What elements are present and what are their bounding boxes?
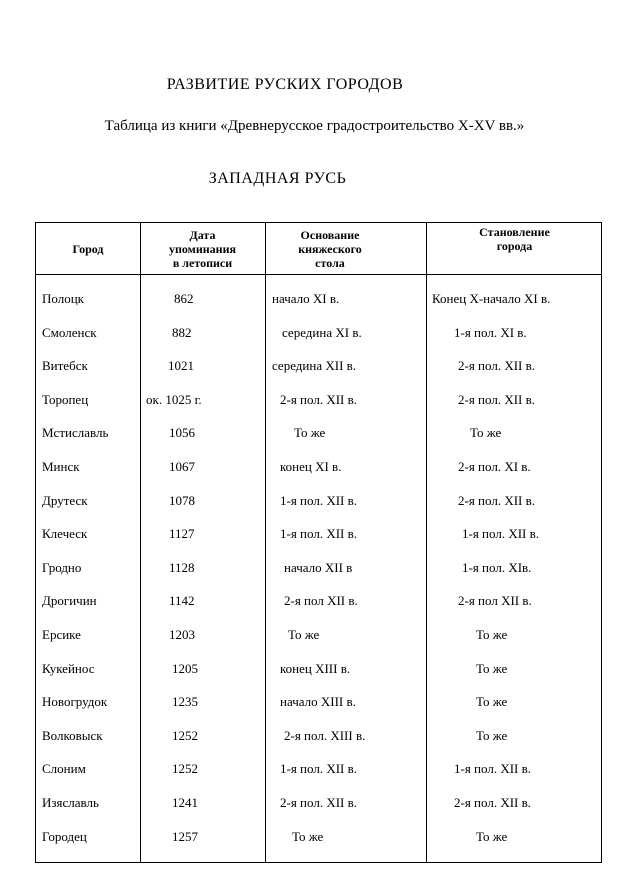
table-row	[36, 356, 601, 376]
table-row	[36, 491, 601, 511]
header-founding-line: стола	[315, 255, 345, 270]
cell-date: 1067	[169, 459, 195, 474]
cell-formation: То же	[476, 694, 508, 710]
cell-date: 862	[174, 291, 194, 306]
header-city-label: Город	[72, 241, 104, 256]
cities-table	[35, 222, 602, 863]
header-city	[36, 223, 140, 274]
table-row	[36, 423, 601, 443]
cell-formation: 2-я пол. XII в.	[458, 358, 536, 374]
cell-founding: То же	[294, 425, 326, 441]
cell-formation: То же	[476, 828, 508, 844]
cell-founding: начало XI в.	[272, 291, 340, 306]
cell-founding: середина XII в.	[272, 358, 357, 374]
header-date	[140, 223, 265, 274]
cell-founding: 2-я пол XII в.	[284, 593, 358, 609]
cell-date: 1128	[169, 559, 195, 575]
table-row	[36, 289, 601, 309]
cell-city: Городец	[42, 828, 87, 844]
cell-founding: начало XII в	[284, 559, 353, 575]
cell-city: Клеческ	[42, 526, 88, 542]
cell-date: ок. 1025 г.	[146, 391, 202, 407]
cell-formation: 1-я пол. XIв.	[462, 559, 532, 575]
cell-formation: 2-я пол. XII в.	[458, 391, 536, 407]
cell-city: Новогрудок	[42, 694, 108, 710]
cell-formation: То же	[476, 727, 508, 743]
cell-formation: 2-я пол. XII в.	[458, 492, 536, 508]
cell-founding: середина XI в.	[282, 324, 362, 340]
cell-founding: конец XI в.	[280, 459, 342, 474]
cell-date: 1142	[169, 593, 195, 609]
cell-formation: 1-я пол. XII в.	[462, 526, 540, 542]
cell-formation: 1-я пол. XII в.	[454, 761, 532, 777]
cell-founding: 2-я пол. XII в.	[280, 795, 358, 810]
table-row	[36, 558, 601, 578]
header-date-line: в летописи	[172, 255, 233, 270]
document-title: РАЗВИТИЕ РУСКИХ ГОРОДОВ	[166, 76, 404, 93]
cell-date: 1257	[172, 828, 198, 844]
cell-city: Мстиславль	[42, 425, 109, 441]
cell-date: 1205	[172, 660, 198, 676]
cell-date: 1127	[169, 526, 195, 542]
cell-formation: То же	[470, 425, 502, 441]
header-date-line: Дата	[189, 227, 216, 242]
cell-formation: 1-я пол. XI в.	[454, 324, 527, 340]
cell-date: 1252	[172, 727, 198, 743]
header-formation-line: Становление	[479, 225, 550, 239]
table-row	[36, 390, 601, 410]
header-formation	[426, 223, 603, 276]
cell-formation: 2-я пол XII в.	[458, 593, 532, 609]
table-row	[36, 827, 601, 847]
cell-city: Гродно	[42, 559, 82, 575]
cell-formation: 2-я пол. XII в.	[454, 795, 532, 810]
cell-formation: Конец X-начало XI в.	[432, 291, 551, 306]
cell-founding: 1-я пол. XII в.	[280, 761, 358, 777]
cell-city: Торопец	[42, 391, 89, 407]
document-subtitle: Таблица из книги «Древнерусское градостроительство X-XV вв.»	[104, 118, 525, 134]
cell-date: 1252	[172, 761, 198, 777]
cell-founding: 2-я пол. XIII в.	[284, 727, 366, 743]
table-row	[36, 524, 601, 544]
cell-city: Ерсике	[42, 627, 81, 642]
header-formation-line: города	[496, 239, 533, 253]
table-row	[36, 759, 601, 779]
cell-founding: То же	[288, 627, 320, 642]
cell-founding: 1-я пол. XII в.	[280, 526, 358, 542]
cell-city: Дрогичин	[42, 593, 97, 609]
cell-city: Витебск	[42, 358, 88, 374]
cell-city: Полоцк	[42, 291, 84, 306]
cell-city: Волковыск	[42, 727, 103, 743]
cell-city: Смоленск	[42, 324, 97, 340]
cell-formation: То же	[476, 627, 508, 642]
cell-date: 1078	[169, 492, 195, 508]
cell-founding: То же	[292, 828, 324, 844]
cell-city: Изяславль	[42, 795, 99, 810]
table-row	[36, 323, 601, 343]
header-founding-line: Основание	[300, 227, 360, 242]
header-founding	[265, 223, 395, 274]
table-row	[36, 457, 601, 477]
cell-date: 882	[172, 324, 192, 340]
cell-formation: То же	[476, 660, 508, 676]
cell-date: 1056	[169, 425, 195, 441]
cell-formation: 2-я пол. XI в.	[458, 459, 531, 474]
table-row	[36, 793, 601, 813]
header-founding-line: княжеского	[298, 241, 362, 256]
table-row	[36, 692, 601, 712]
table-row	[36, 659, 601, 679]
cell-city: Кукейнос	[42, 660, 95, 676]
table-row	[36, 625, 601, 645]
cell-city: Слоним	[42, 761, 86, 777]
cell-date: 1241	[172, 795, 198, 810]
table-row	[36, 726, 601, 746]
header-date-line: упоминания	[168, 241, 236, 256]
cell-founding: начало XIII в.	[280, 694, 356, 710]
section-heading: ЗАПАДНАЯ РУСЬ	[208, 170, 347, 187]
table-row	[36, 591, 601, 611]
cell-founding: 1-я пол. XII в.	[280, 492, 358, 508]
cell-city: Друтеск	[42, 492, 88, 508]
cell-date: 1021	[168, 358, 194, 374]
cell-founding: 2-я пол. XII в.	[280, 391, 358, 407]
cell-founding: конец XIII в.	[280, 660, 351, 676]
cell-date: 1203	[169, 627, 195, 642]
cell-city: Минск	[42, 459, 80, 474]
cell-date: 1235	[172, 694, 198, 710]
